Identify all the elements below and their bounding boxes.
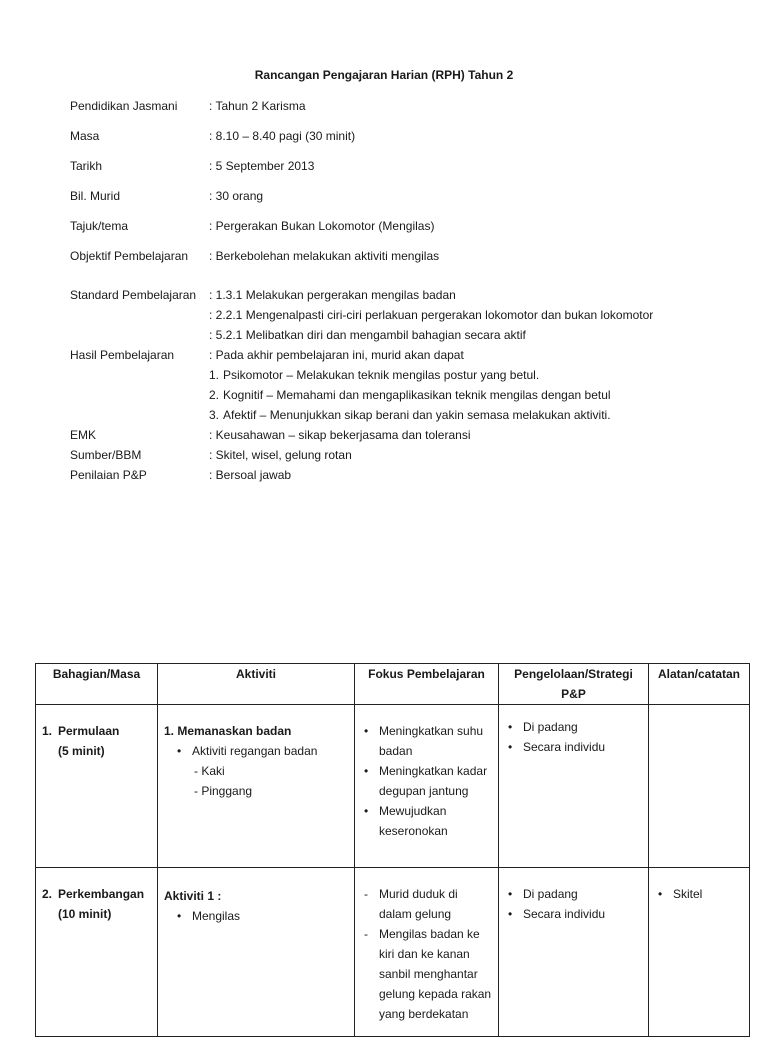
info-label: Pendidikan Jasmani bbox=[70, 99, 178, 113]
outcome-intro: : Pada akhir pembelajaran ini, murid akan dapat bbox=[209, 348, 464, 362]
info-value: : Berkebolehan melakukan aktiviti mengilas bbox=[209, 249, 440, 263]
info-resources bbox=[70, 445, 730, 465]
cell-section bbox=[36, 705, 158, 868]
section-heading bbox=[42, 884, 151, 904]
cell-focus bbox=[355, 868, 499, 1037]
info-pupils bbox=[70, 186, 730, 206]
activity-title: 1. Memanaskan badan bbox=[164, 724, 292, 738]
cell-focus bbox=[355, 705, 499, 868]
outcome-number: 3. bbox=[209, 408, 220, 422]
info-label: Objektif Pembelajaran bbox=[70, 249, 189, 263]
info-value: : Pergerakan Bukan Lokomotor (Mengilas) bbox=[209, 219, 435, 233]
cell-section bbox=[36, 868, 158, 1037]
document-title: Rancangan Pengajaran Harian (RPH) Tahun 2 bbox=[254, 68, 514, 82]
section-name: Permulaan bbox=[58, 724, 120, 738]
section-number: 1. bbox=[42, 724, 53, 738]
section-name: Perkembangan bbox=[58, 887, 145, 901]
focus-item: • Meningkatkan suhu badan bbox=[361, 721, 492, 761]
header-activity: Aktiviti bbox=[158, 664, 355, 705]
section-heading bbox=[42, 721, 151, 741]
table-header-row bbox=[36, 664, 750, 705]
info-assessment bbox=[70, 465, 730, 485]
activity-sub-item: - Kaki bbox=[194, 764, 225, 778]
info-label: Tarikh bbox=[70, 159, 103, 173]
header-focus: Fokus Pembelajaran bbox=[355, 664, 499, 705]
standard-line: : 1.3.1 Melakukan pergerakan mengilas badan bbox=[209, 288, 456, 302]
outcome-item bbox=[209, 365, 730, 385]
info-label: Masa bbox=[70, 129, 100, 143]
cell-activity bbox=[158, 868, 355, 1037]
header-strategy: Pengelolaan/Strategi P&P bbox=[499, 664, 649, 705]
standard-line: : 2.2.1 Mengenalpasti ciri-ciri perlakuan pergerakan lokomotor dan bukan lokomotor bbox=[209, 308, 654, 322]
section-number: 2. bbox=[42, 887, 53, 901]
info-standard bbox=[70, 285, 730, 345]
focus-item: • Mewujudkan keseronokan bbox=[361, 801, 492, 841]
outcome-item bbox=[209, 385, 730, 405]
info-time bbox=[70, 126, 730, 146]
activity-sub-item: - Pinggang bbox=[194, 784, 253, 798]
info-value: : 8.10 – 8.40 pagi (30 minit) bbox=[209, 129, 356, 143]
info-value: : Tahun 2 Karisma bbox=[209, 99, 306, 113]
info-objective bbox=[70, 246, 730, 266]
cell-strategy bbox=[499, 705, 649, 868]
focus-item: - Mengilas badan ke kiri dan ke kanan sanbil menghantar gelung kepada rakan yang berdekatan bbox=[361, 924, 492, 1024]
info-value: : Keusahawan – sikap bekerjasama dan toleransi bbox=[209, 428, 471, 442]
info-subject bbox=[70, 96, 730, 116]
activity-title: Aktiviti 1 : bbox=[164, 889, 222, 903]
header-tools: Alatan/catatan bbox=[649, 664, 750, 705]
strategy-item: • Secara individu bbox=[505, 904, 642, 924]
lesson-plan-table bbox=[35, 663, 750, 1037]
info-label: Hasil Pembelajaran bbox=[70, 348, 175, 362]
activity-bullet: • Aktiviti regangan badan bbox=[174, 741, 348, 761]
strategy-item: • Di padang bbox=[505, 884, 642, 904]
info-label: EMK bbox=[70, 428, 97, 442]
strategy-item: • Secara individu bbox=[505, 737, 642, 757]
info-value bbox=[209, 345, 730, 425]
cell-tools bbox=[649, 705, 750, 868]
cell-tools bbox=[649, 868, 750, 1037]
outcome-item bbox=[209, 405, 730, 425]
table-row bbox=[36, 705, 750, 868]
info-value: : 30 orang bbox=[209, 189, 264, 203]
activity-bullet: • Mengilas bbox=[174, 906, 348, 926]
section-time: (5 minit) bbox=[58, 744, 105, 758]
info-emk bbox=[70, 425, 730, 445]
info-label: Tajuk/tema bbox=[70, 219, 129, 233]
info-value: : Skitel, wisel, gelung rotan bbox=[209, 448, 352, 462]
info-label: Sumber/BBM bbox=[70, 448, 142, 462]
standard-line: : 5.2.1 Melibatkan diri dan mengambil bahagian secara aktif bbox=[209, 328, 526, 342]
outcome-text: Kognitif – Memahami dan mengaplikasikan teknik mengilas dengan betul bbox=[223, 388, 611, 402]
strategy-item: • Di padang bbox=[505, 717, 642, 737]
info-label: Standard Pembelajaran bbox=[70, 288, 197, 302]
outcome-number: 2. bbox=[209, 388, 220, 402]
focus-item: • Meningkatkan kadar degupan jantung bbox=[361, 761, 492, 801]
outcome-text: Psikomotor – Melakukan teknik mengilas postur yang betul. bbox=[223, 368, 540, 382]
info-value: : 5 September 2013 bbox=[209, 159, 315, 173]
cell-strategy bbox=[499, 868, 649, 1037]
info-outcome bbox=[70, 345, 730, 425]
lesson-info bbox=[70, 96, 730, 485]
info-date bbox=[70, 156, 730, 176]
info-value bbox=[209, 285, 730, 345]
info-label: Bil. Murid bbox=[70, 189, 121, 203]
section-time: (10 minit) bbox=[58, 907, 112, 921]
outcome-number: 1. bbox=[209, 368, 220, 382]
tool-item: • Skitel bbox=[655, 884, 743, 904]
info-label: Penilaian P&P bbox=[70, 468, 147, 482]
cell-activity bbox=[158, 705, 355, 868]
table-row bbox=[36, 868, 750, 1037]
info-topic bbox=[70, 216, 730, 236]
focus-item: - Murid duduk di dalam gelung bbox=[361, 884, 492, 924]
header-section: Bahagian/Masa bbox=[36, 664, 158, 705]
outcome-text: Afektif – Menunjukkan sikap berani dan yakin semasa melakukan aktiviti. bbox=[223, 408, 611, 422]
info-value: : Bersoal jawab bbox=[209, 468, 292, 482]
